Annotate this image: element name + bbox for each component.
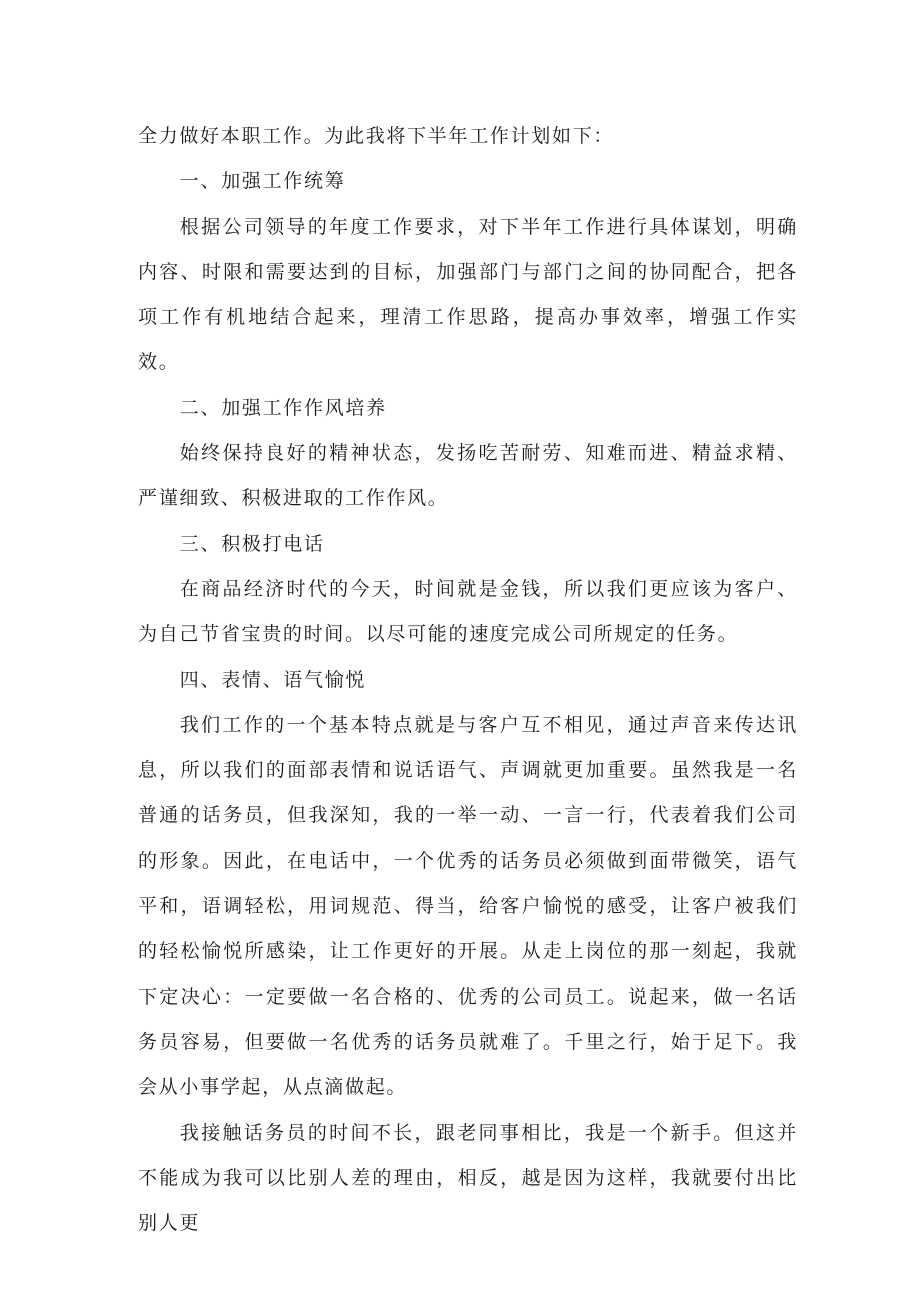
section-3-paragraph: 在商品经济时代的今天，时间就是金钱，所以我们更应该为客户、为自己节省宝贵的时间。以尽可能的速度完成公司所规定的任务。 [138, 577, 798, 646]
section-heading-3: 三、积极打电话 [179, 532, 325, 555]
document-body [138, 114, 798, 1246]
section-4-paragraph: 我们工作的一个基本特点就是与客户互不相见，通过声音来传达讯息，所以我们的面部表情和说话语气、声调就更加重要。虽然我是一名普通的话务员，但我深知，我的一举一动、一言一行，代表着我们公司的形象。因此，在电话中，一个优秀的话务员必须做到面带微笑，语气平和，语调轻松，用词规范、得当，给客户愉悦的感受，让客户被我们的轻松愉悦所感染，让工作更好的开展。从走上岗位的那一刻起，我就下定决心：一定要做一名合格的、优秀的公司员工。说起来，做一名话务员容易，但要做一名优秀的话务员就难了。千里之行，始于足下。我会从小事学起，从点滴做起。 [138, 713, 798, 1099]
intro-paragraph: 全力做好本职工作。为此我将下半年工作计划如下： [138, 125, 615, 147]
section-heading-4: 四、表情、语气愉悦 [179, 668, 367, 691]
closing-paragraph: 我接触话务员的时间不长，跟老同事相比，我是一个新手。但这并不能成为我可以比别人差的理由，相反，越是因为这样，我就要付出比别人更 [138, 1121, 798, 1235]
section-1-paragraph: 根据公司领导的年度工作要求，对下半年工作进行具体谋划，明确内容、时限和需要达到的目标，加强部门与部门之间的协同配合，把各项工作有机地结合起来，理清工作思路，提高办事效率，增强工作实效。 [138, 215, 798, 374]
section-heading-1: 一、加强工作统筹 [179, 170, 346, 193]
section-heading-2: 二、加强工作作风培养 [179, 396, 387, 419]
section-2-paragraph: 始终保持良好的精神状态，发扬吃苦耐劳、知难而进、精益求精、严谨细致、积极进取的工作作风。 [138, 442, 798, 510]
